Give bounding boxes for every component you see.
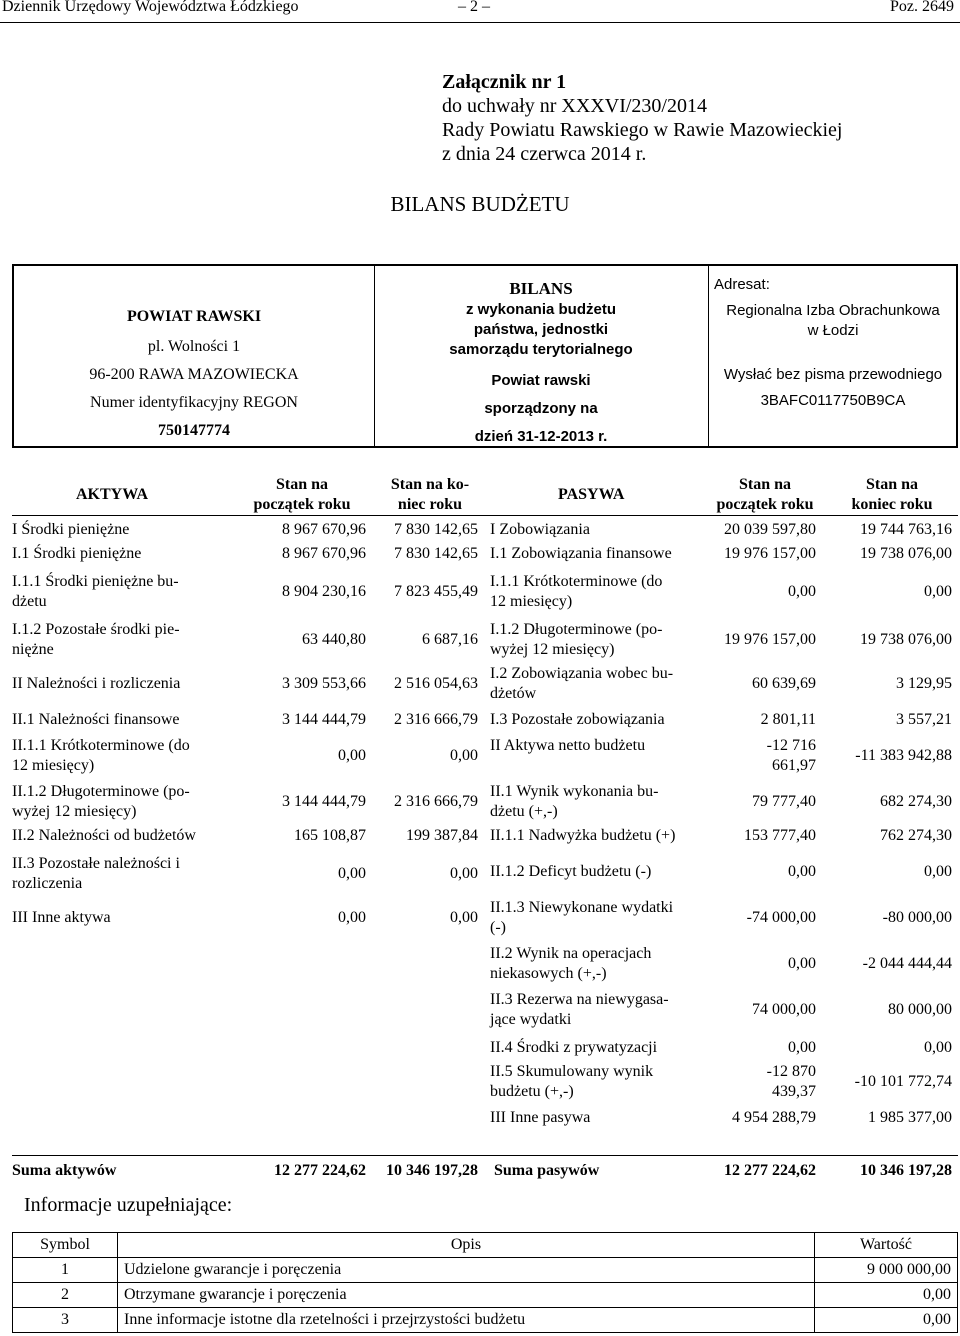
liab-row-label: II.1.3 Niewykonane wydatki (-)	[490, 899, 674, 936]
liab-row-start: 4 954 288,79	[732, 1109, 816, 1126]
asset-row-label: II.2 Należności od budżetów	[12, 827, 196, 844]
liab-row-label: II.1.2 Deficyt budżetu (-)	[490, 863, 652, 880]
control-code: 3BAFC0117750B9CA	[760, 392, 906, 409]
liab-row-end: 0,00	[924, 1039, 952, 1056]
asset-row-end: 199 387,84	[406, 827, 478, 844]
asset-row-label: II.3 Pozostałe należności i rozliczenia	[12, 855, 180, 892]
liab-row-end: 762 274,30	[880, 827, 952, 844]
liab-row-end: 19 738 076,00	[860, 545, 952, 562]
asset-row-label: II.1.2 Długoterminowe (po- wyżej 12 miesięcy)	[12, 783, 190, 820]
liab-row-start: 19 976 157,00	[724, 631, 816, 648]
report-title: BILANS	[509, 279, 573, 298]
liab-row-label: II.1 Wynik wykonania bu- dżetu (+,-)	[490, 783, 659, 820]
report-block	[374, 278, 708, 448]
document-title: BILANS BUDŻETU	[390, 192, 570, 216]
asset-row-label: I.1 Środki pieniężne	[12, 545, 142, 562]
liabilities-header: PASYWA	[558, 486, 625, 503]
annex-council: Rady Powiatu Rawskiego w Rawie Mazowieckiej	[442, 119, 843, 141]
asset-row-label: I Środki pieniężne	[12, 521, 130, 538]
asset-row-end: 0,00	[450, 865, 478, 882]
liab-row-end: 80 000,00	[888, 1001, 952, 1018]
addressee-label: Adresat:	[714, 276, 770, 293]
asset-row-end: 7 830 142,65	[394, 521, 478, 538]
annex-date: z dnia 24 czerwca 2014 r.	[442, 143, 647, 165]
asset-row-label: III Inne aktywa	[12, 909, 111, 926]
liab-row-start: 2 801,11	[760, 711, 816, 728]
liab-total-end: 10 346 197,28	[860, 1162, 952, 1179]
header-info-box	[12, 264, 958, 448]
table-row	[13, 1258, 958, 1283]
addressee-block	[708, 274, 958, 412]
liab-row-label: II.2 Wynik na operacjach niekasowych (+,-)	[490, 945, 652, 982]
asset-row-end: 2 316 666,79	[394, 793, 478, 810]
asset-row-end: 6 687,16	[422, 631, 478, 648]
liab-row-label: II.3 Rezerwa na niewygasa- jące wydatki	[490, 991, 669, 1028]
report-line: z wykonania budżetu	[465, 301, 616, 318]
asset-row-start: 8 967 670,96	[282, 521, 366, 538]
liab-row-end: 0,00	[924, 863, 952, 880]
liab-row-end: -10 101 772,74	[854, 1073, 952, 1090]
table-header-row	[13, 1233, 958, 1258]
liab-row-start: 19 976 157,00	[724, 545, 816, 562]
row-desc: Otrzymane gwarancje i poręczenia	[118, 1283, 815, 1308]
row-value: 0,00	[815, 1283, 958, 1308]
liab-row-label: II.1.1 Nadwyżka budżetu (+)	[490, 827, 676, 844]
row-symbol: 3	[13, 1308, 118, 1333]
send-note: Wysłać bez pisma przewodniego	[723, 366, 943, 383]
row-value: 9 000 000,00	[815, 1258, 958, 1283]
liab-row-label: II.4 Środki z prywatyzacji	[490, 1039, 658, 1056]
supplementary-title: Informacje uzupełniające:	[24, 1194, 233, 1216]
liab-row-label: I Zobowiązania	[490, 521, 590, 538]
liab-row-label: II Aktywa netto budżetu	[490, 737, 646, 754]
liab-end-header: Stan na koniec roku	[851, 476, 933, 513]
assets-total-end: 10 346 197,28	[386, 1162, 478, 1179]
asset-row-end: 2 316 666,79	[394, 711, 478, 728]
liab-total-start: 12 277 224,62	[724, 1162, 816, 1179]
annex-block	[442, 70, 842, 166]
asset-row-start: 0,00	[338, 747, 366, 764]
liab-row-label: I.3 Pozostałe zobowiązania	[490, 711, 665, 728]
liab-total-label: Suma pasywów	[494, 1162, 600, 1179]
annex-title: Załącznik nr 1	[442, 71, 567, 93]
asset-row-start: 63 440,80	[302, 631, 366, 648]
assets-total-start: 12 277 224,62	[274, 1162, 366, 1179]
position-number: Poz. 2649	[890, 0, 954, 15]
asset-row-end: 0,00	[450, 747, 478, 764]
asset-row-start: 0,00	[338, 865, 366, 882]
annex-resolution: do uchwały nr XXXVI/230/2014	[442, 95, 707, 117]
totals-rule	[12, 1155, 958, 1156]
row-desc: Udzielone gwarancje i poręczenia	[118, 1258, 815, 1283]
asset-row-end: 0,00	[450, 909, 478, 926]
liab-row-start: 0,00	[788, 955, 816, 972]
header-underline	[12, 515, 958, 516]
supplementary-table	[12, 1232, 958, 1333]
row-value: 0,00	[815, 1308, 958, 1333]
liab-row-label: I.1.1 Krótkoterminowe (do 12 miesięcy)	[490, 573, 663, 610]
liab-row-end: 19 738 076,00	[860, 631, 952, 648]
liab-row-label: I.2 Zobowiązania wobec bu- dżetów	[490, 665, 674, 702]
liab-row-end: 682 274,30	[880, 793, 952, 810]
assets-total-label: Suma aktywów	[12, 1162, 117, 1179]
addressee-line: Regionalna Izba Obrachunkowa	[726, 302, 940, 319]
liab-row-end: 0,00	[924, 583, 952, 600]
header-rule	[0, 22, 960, 23]
page-number: – 2 –	[458, 0, 490, 15]
asset-row-start: 0,00	[338, 909, 366, 926]
liab-row-start: -12 870 439,37	[766, 1063, 816, 1100]
entity-name: POWIAT RAWSKI	[126, 308, 262, 325]
entity-street: pl. Wolności 1	[147, 338, 241, 355]
journal-title: Dziennik Urzędowy Województwa Łódzkiego	[2, 0, 299, 15]
asset-row-label: I.1.2 Pozostałe środki pie- niężne	[12, 621, 180, 658]
asset-row-start: 8 967 670,96	[282, 545, 366, 562]
row-desc: Inne informacje istotne dla rzetelności i przejrzystości budżetu	[118, 1308, 815, 1333]
liab-row-start: 0,00	[788, 863, 816, 880]
report-prepared: sporządzony na	[484, 400, 598, 417]
assets-header: AKTYWA	[76, 486, 149, 503]
liab-row-start: -74 000,00	[746, 909, 816, 926]
asset-row-start: 165 108,87	[294, 827, 366, 844]
asset-row-start: 3 144 444,79	[282, 793, 366, 810]
liab-row-start: 0,00	[788, 1039, 816, 1056]
desc-header: Opis	[118, 1233, 815, 1258]
asset-row-end: 7 830 142,65	[394, 545, 478, 562]
assets-start-header: Stan na początek roku	[253, 476, 351, 513]
liab-row-label: II.5 Skumulowany wynik budżetu (+,-)	[490, 1063, 654, 1100]
addressee-line: w Łodzi	[807, 322, 859, 339]
liab-row-end: 19 744 763,16	[860, 521, 952, 538]
liab-row-end: -11 383 942,88	[855, 747, 952, 764]
asset-row-start: 3 144 444,79	[282, 711, 366, 728]
entity-city: 96-200 RAWA MAZOWIECKA	[89, 366, 299, 383]
liab-row-start: -12 716 661,97	[766, 737, 816, 774]
liab-row-end: 3 129,95	[896, 675, 952, 692]
liab-row-start: 79 777,40	[752, 793, 816, 810]
row-symbol: 2	[13, 1283, 118, 1308]
liab-row-end: 1 985 377,00	[868, 1109, 952, 1126]
liab-row-start: 74 000,00	[752, 1001, 816, 1018]
liab-row-end: -80 000,00	[882, 909, 952, 926]
table-row	[13, 1283, 958, 1308]
report-date: dzień 31-12-2013 r.	[474, 428, 608, 445]
asset-row-label: I.1.1 Środki pieniężne bu- dżetu	[12, 573, 179, 610]
liab-start-header: Stan na początek roku	[716, 476, 814, 513]
report-line: państwa, jednostki	[473, 321, 609, 338]
liab-row-label: I.1.2 Długoterminowe (po- wyżej 12 miesięcy)	[490, 621, 663, 658]
table-row	[13, 1308, 958, 1333]
liab-row-end: 3 557,21	[896, 711, 952, 728]
report-line: samorządu terytorialnego	[449, 341, 633, 358]
liab-row-start: 20 039 597,80	[724, 521, 816, 538]
row-symbol: 1	[13, 1258, 118, 1283]
liab-row-start: 153 777,40	[744, 827, 816, 844]
value-header: Wartość	[815, 1233, 958, 1258]
asset-row-start: 8 904 230,16	[282, 583, 366, 600]
assets-end-header: Stan na ko- niec roku	[390, 476, 470, 513]
entity-block	[14, 306, 374, 442]
report-unit: Powiat rawski	[491, 372, 591, 389]
regon-number: 750147774	[158, 422, 230, 439]
liab-row-label: III Inne pasywa	[490, 1109, 591, 1126]
asset-row-start: 3 309 553,66	[282, 675, 366, 692]
liab-row-start: 60 639,69	[752, 675, 816, 692]
asset-row-label: II Należności i rozliczenia	[12, 675, 181, 692]
regon-label: Numer identyfikacyjny REGON	[90, 394, 298, 411]
asset-row-label: II.1.1 Krótkoterminowe (do 12 miesięcy)	[12, 737, 190, 774]
symbol-header: Symbol	[13, 1233, 118, 1258]
liab-row-label: I.1 Zobowiązania finansowe	[490, 545, 672, 562]
asset-row-end: 2 516 054,63	[394, 675, 478, 692]
asset-row-end: 7 823 455,49	[394, 583, 478, 600]
asset-row-label: II.1 Należności finansowe	[12, 711, 180, 728]
liab-row-end: -2 044 444,44	[862, 955, 952, 972]
liab-row-start: 0,00	[788, 583, 816, 600]
